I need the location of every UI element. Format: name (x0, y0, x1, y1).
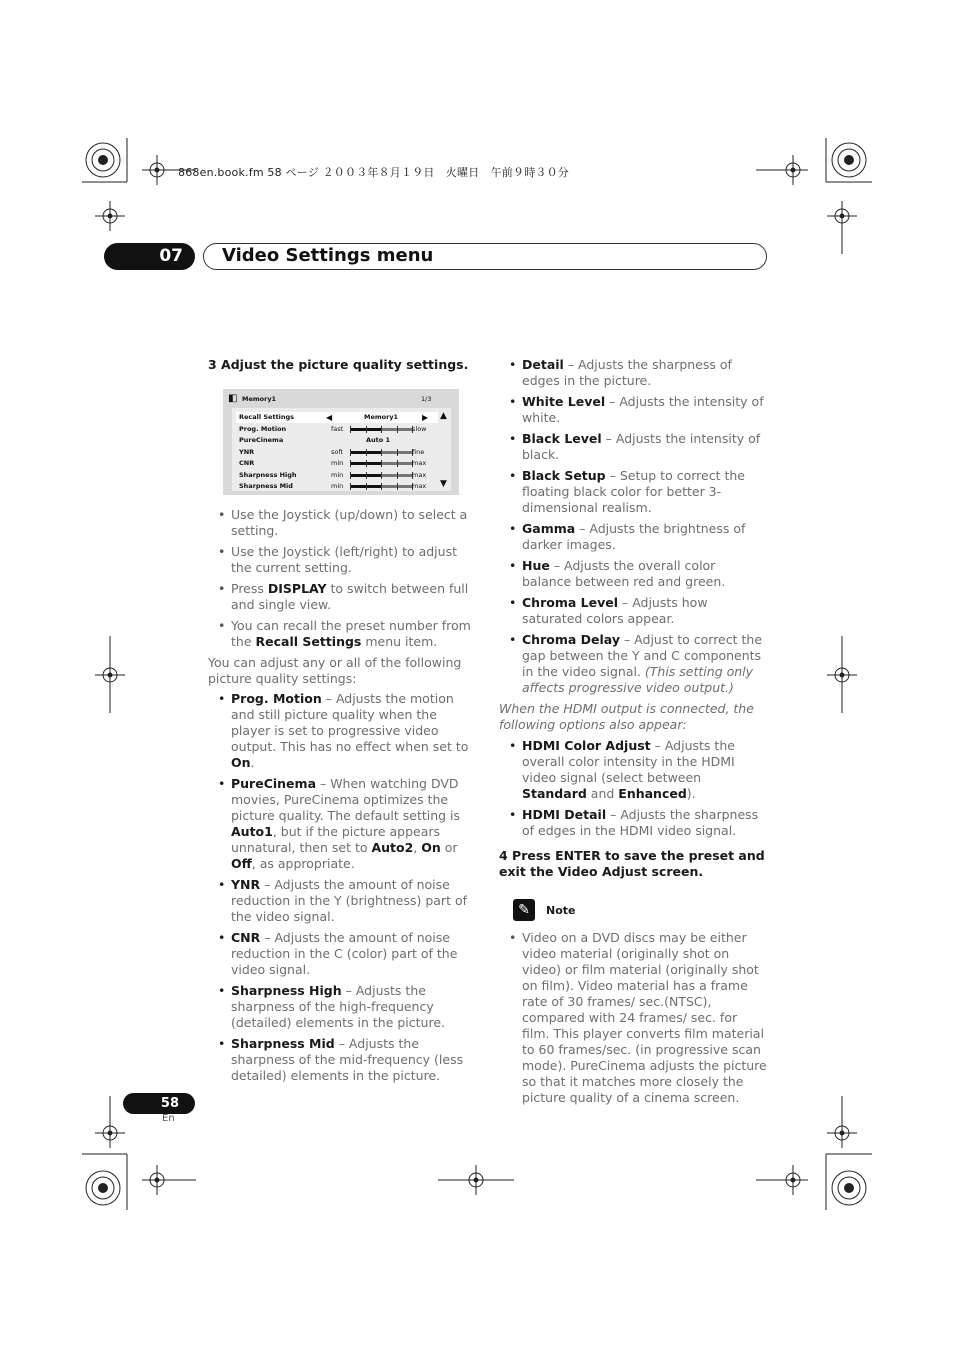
item-black-setup: • Black Setup – Setup to correct the floating black color for better 3-dimensional realism. (499, 468, 767, 516)
item-cnr: • CNR – Adjusts the amount of noise reduction in the C (color) part of the video signal. (208, 930, 478, 978)
slider-tick (381, 460, 382, 467)
item-chroma-delay: • Chroma Delay – Adjust to correct the gap between the Y and C components in the video signal. (This setting only affects progressive video output.) (499, 632, 767, 696)
tip-1: • Use the Joystick (up/down) to select a setting. (208, 507, 478, 539)
level-slider (350, 474, 412, 477)
note-text: • Video on a DVD discs may be either video material (originally shot on video) or film material (originally shot on film). Video material has a frame rate of 30 frames/ sec.(NTSC), compared with 24 frames/ sec. for film. This player converts film material to 60 frames/sec. (in progressive scan mode). PureCinema adjusts the picture so that it matches more closely the picture quality of a cinema screen. (499, 930, 767, 1106)
tip-4: • You can recall the preset number from the Recall Settings menu item. (208, 618, 478, 650)
screen-row-sharpness-high: Sharpness High min max (239, 471, 427, 479)
scroll-down-icon: ▼ (440, 479, 447, 489)
slider-tick (350, 472, 351, 479)
screen-title: Memory1 (242, 395, 277, 403)
step-3: 3 Adjust the picture quality settings. (208, 357, 469, 372)
item-white-level: • White Level – Adjusts the intensity of white. (499, 394, 767, 426)
note-label: Note (546, 904, 576, 917)
step-4: 4 Press ENTER to save the preset and exit the Video Adjust screen. (499, 848, 765, 879)
note-pencil-icon: ✎ (513, 899, 535, 921)
item-ynr: • YNR – Adjusts the amount of noise reduction in the Y (brightness) part of the video signal. (208, 877, 478, 925)
slider-tick (397, 472, 398, 479)
item-hdmi-color-adjust: • HDMI Color Adjust – Adjusts the overall color intensity in the HDMI video signal (select between Standard and Enhanced). (499, 738, 767, 802)
screen-row-sharpness-mid: Sharpness Mid min max (239, 482, 427, 490)
screen-page: 1/3 (421, 395, 432, 403)
page-number: 58 (123, 1093, 195, 1114)
slider-tick (366, 426, 367, 433)
tip-2: • Use the Joystick (left/right) to adjust the current setting. (208, 544, 478, 576)
level-slider (350, 462, 412, 465)
slider-tick (397, 483, 398, 490)
slider-tick (350, 460, 351, 467)
slider-tick (381, 472, 382, 479)
slider-tick (350, 449, 351, 456)
slider-tick (397, 460, 398, 467)
screen-row-recall: Recall Settings ◀ Memory1 ▶ (232, 412, 451, 423)
screen-row-purecinema: PureCinema Auto 1 (239, 436, 391, 444)
screen-settings-list (232, 408, 451, 491)
slider-tick (397, 426, 398, 433)
right-column (499, 357, 767, 880)
item-sharpness-high: • Sharpness High – Adjusts the sharpness of the high-frequency (detailed) elements in the picture. (208, 983, 478, 1031)
hdmi-intro: When the HDMI output is connected, the following options also appear: (499, 701, 754, 732)
item-black-level: • Black Level – Adjusts the intensity of black. (499, 431, 767, 463)
item-hdmi-detail: • HDMI Detail – Adjusts the sharpness of edges in the HDMI video signal. (499, 807, 767, 839)
item-detail: • Detail – Adjusts the sharpness of edges in the picture. (499, 357, 767, 389)
left-column-body (208, 507, 478, 1084)
chapter-title: Video Settings menu (222, 245, 434, 266)
screen-row-ynr: YNR soft fine (239, 448, 425, 456)
slider-tick (366, 483, 367, 490)
slider-tick (350, 426, 351, 433)
level-slider (350, 428, 412, 431)
chapter-title-box (203, 243, 767, 270)
slider-tick (381, 449, 382, 456)
left-arrow-icon: ◀ (326, 413, 333, 422)
right-arrow-icon: ▶ (422, 413, 429, 422)
left-column (208, 357, 478, 373)
item-hue: • Hue – Adjusts the overall color balance between red and green. (499, 558, 767, 590)
level-slider (350, 451, 412, 454)
item-chroma-level: • Chroma Level – Adjusts how saturated colors appear. (499, 595, 767, 627)
slider-tick (350, 483, 351, 490)
slider-tick (381, 426, 382, 433)
tip-3: • Press DISPLAY to switch between full and single view. (208, 581, 478, 613)
slider-tick (366, 449, 367, 456)
slider-tick (381, 483, 382, 490)
item-purecinema: • PureCinema – When watching DVD movies, PureCinema optimizes the picture quality. The default setting is Auto1, but if the picture appears unnatural, then set to Auto2, On or Off, as appropriate. (208, 776, 478, 872)
item-prog-motion: • Prog. Motion – Adjusts the motion and still picture quality when the player is set to progressive video output. This has no effect when set to On. (208, 691, 478, 771)
scroll-up-icon: ▲ (440, 411, 447, 421)
screen-row-prog-motion: Prog. Motion fast slow (239, 425, 427, 433)
screen-row-cnr: CNR min max (239, 459, 427, 467)
note-body (499, 930, 767, 1106)
slider-tick (366, 460, 367, 467)
settings-intro: You can adjust any or all of the following picture quality settings: (208, 655, 462, 686)
slider-tick (397, 449, 398, 456)
item-sharpness-mid: • Sharpness Mid – Adjusts the sharpness of the mid-frequency (less detailed) elements in the picture. (208, 1036, 478, 1084)
file-header: 868en.book.fm 58 ページ ２００３年８月１９日 火曜日 午前９時３０分 (178, 166, 569, 179)
tv-icon: ◧ (228, 393, 238, 404)
item-gamma: • Gamma – Adjusts the brightness of darker images. (499, 521, 767, 553)
language-code: En (162, 1113, 175, 1124)
video-adjust-screen (223, 389, 459, 495)
level-slider (350, 485, 412, 488)
slider-tick (366, 472, 367, 479)
chapter-number: 07 (104, 243, 195, 270)
